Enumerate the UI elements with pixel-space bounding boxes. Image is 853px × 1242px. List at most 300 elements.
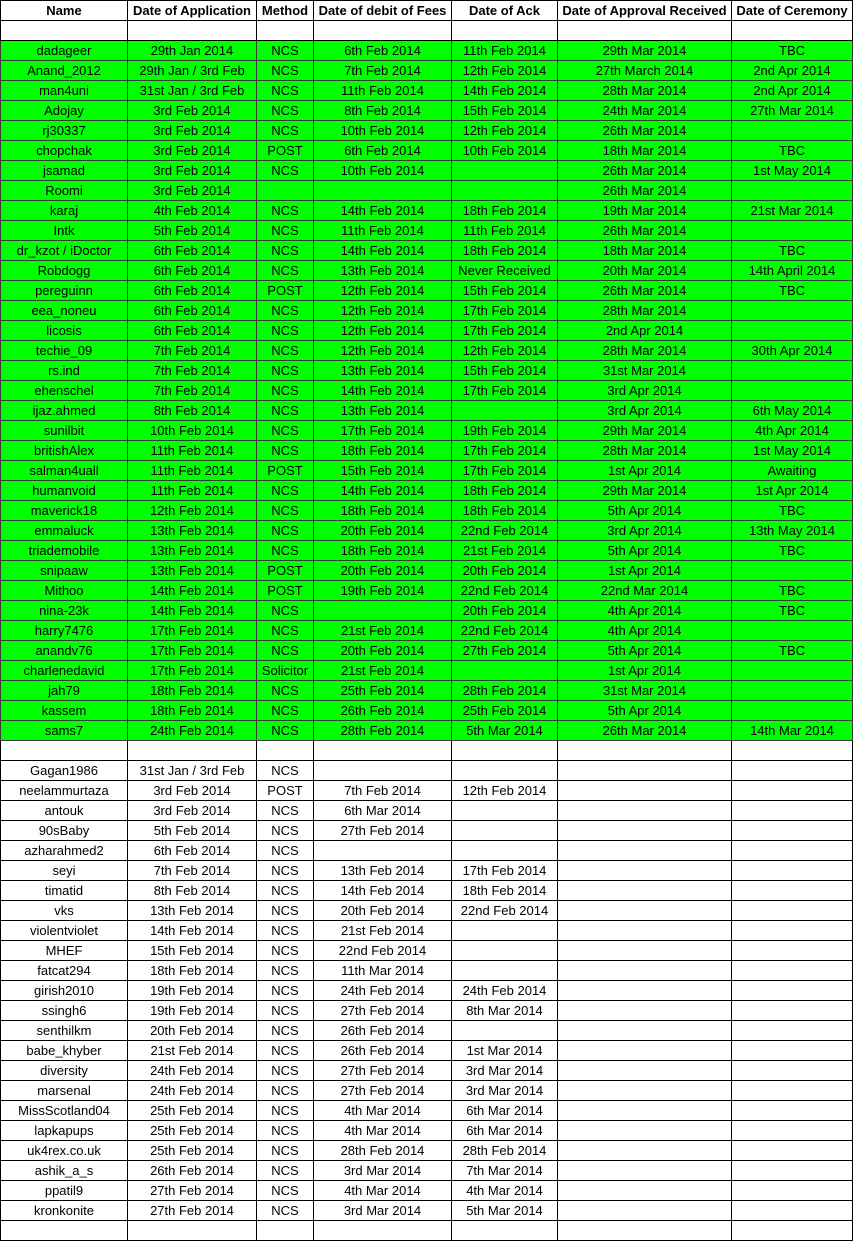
cell-date-of-ceremony: 4th Apr 2014 bbox=[732, 421, 853, 441]
cell-method: NCS bbox=[257, 981, 314, 1001]
cell-method: NCS bbox=[257, 61, 314, 81]
cell-date-of-ceremony: TBC bbox=[732, 41, 853, 61]
cell-method: NCS bbox=[257, 401, 314, 421]
cell-date-of-approval-received: 5th Apr 2014 bbox=[558, 701, 732, 721]
cell-date-of-ceremony: TBC bbox=[732, 581, 853, 601]
cell-method: POST bbox=[257, 281, 314, 301]
blank-row bbox=[1, 1221, 853, 1241]
approved-row bbox=[1, 501, 853, 521]
cell-name: lapkapups bbox=[1, 1121, 128, 1141]
cell-date-of-approval-received bbox=[558, 1001, 732, 1021]
cell-date-of-debit-of-fees: 14th Feb 2014 bbox=[314, 241, 452, 261]
cell-method: NCS bbox=[257, 861, 314, 881]
approved-row bbox=[1, 521, 853, 541]
cell-date-of-application: 27th Feb 2014 bbox=[128, 1181, 257, 1201]
cell-date-of-debit-of-fees: 24th Feb 2014 bbox=[314, 981, 452, 1001]
cell-date-of-ceremony bbox=[732, 781, 853, 801]
header-date-of-debit-of-fees: Date of debit of Fees bbox=[314, 1, 452, 21]
cell-date-of-approval-received: 29th Mar 2014 bbox=[558, 41, 732, 61]
cell-date-of-approval-received: 5th Apr 2014 bbox=[558, 541, 732, 561]
cell-date-of-debit-of-fees: 12th Feb 2014 bbox=[314, 341, 452, 361]
cell-method: NCS bbox=[257, 841, 314, 861]
cell-method: NCS bbox=[257, 341, 314, 361]
cell-name: seyi bbox=[1, 861, 128, 881]
cell-date-of-approval-received: 31st Mar 2014 bbox=[558, 681, 732, 701]
cell-date-of-application: 24th Feb 2014 bbox=[128, 1081, 257, 1101]
cell-method: NCS bbox=[257, 301, 314, 321]
pending-row bbox=[1, 901, 853, 921]
cell-date-of-ceremony bbox=[732, 821, 853, 841]
cell-date-of-application: 15th Feb 2014 bbox=[128, 941, 257, 961]
cell-date-of-debit-of-fees: 4th Mar 2014 bbox=[314, 1121, 452, 1141]
cell-date-of-debit-of-fees: 25th Feb 2014 bbox=[314, 681, 452, 701]
empty-cell bbox=[1, 1221, 128, 1241]
cell-date-of-application: 12th Feb 2014 bbox=[128, 501, 257, 521]
cell-date-of-ceremony bbox=[732, 1121, 853, 1141]
cell-date-of-ceremony: Awaiting bbox=[732, 461, 853, 481]
cell-method: NCS bbox=[257, 961, 314, 981]
empty-cell bbox=[452, 21, 558, 41]
cell-date-of-ceremony: 1st Apr 2014 bbox=[732, 481, 853, 501]
cell-date-of-debit-of-fees: 4th Mar 2014 bbox=[314, 1181, 452, 1201]
pending-row bbox=[1, 841, 853, 861]
cell-date-of-debit-of-fees: 14th Feb 2014 bbox=[314, 881, 452, 901]
approved-row bbox=[1, 81, 853, 101]
empty-cell bbox=[732, 1221, 853, 1241]
cell-date-of-ceremony: 30th Apr 2014 bbox=[732, 341, 853, 361]
cell-name: ssingh6 bbox=[1, 1001, 128, 1021]
cell-date-of-ceremony bbox=[732, 1001, 853, 1021]
empty-cell bbox=[314, 21, 452, 41]
cell-date-of-approval-received bbox=[558, 981, 732, 1001]
approved-row bbox=[1, 441, 853, 461]
cell-date-of-ack: 17th Feb 2014 bbox=[452, 301, 558, 321]
pending-row bbox=[1, 1001, 853, 1021]
pending-row bbox=[1, 1181, 853, 1201]
header-date-of-approval-received: Date of Approval Received bbox=[558, 1, 732, 21]
cell-date-of-approval-received: 28th Mar 2014 bbox=[558, 441, 732, 461]
cell-date-of-application: 3rd Feb 2014 bbox=[128, 101, 257, 121]
cell-method: NCS bbox=[257, 721, 314, 741]
cell-method: NCS bbox=[257, 221, 314, 241]
cell-date-of-ack: Never Received bbox=[452, 261, 558, 281]
cell-date-of-approval-received bbox=[558, 861, 732, 881]
cell-date-of-approval-received: 26th Mar 2014 bbox=[558, 181, 732, 201]
empty-cell bbox=[558, 741, 732, 761]
header-name: Name bbox=[1, 1, 128, 21]
cell-date-of-approval-received: 20th Mar 2014 bbox=[558, 261, 732, 281]
cell-date-of-application: 7th Feb 2014 bbox=[128, 361, 257, 381]
cell-name: dr_kzot / iDoctor bbox=[1, 241, 128, 261]
cell-method: NCS bbox=[257, 101, 314, 121]
cell-date-of-application: 7th Feb 2014 bbox=[128, 861, 257, 881]
cell-date-of-debit-of-fees: 13th Feb 2014 bbox=[314, 401, 452, 421]
cell-date-of-approval-received: 1st Apr 2014 bbox=[558, 661, 732, 681]
cell-date-of-application: 3rd Feb 2014 bbox=[128, 141, 257, 161]
cell-date-of-ceremony: 1st May 2014 bbox=[732, 441, 853, 461]
cell-date-of-application: 13th Feb 2014 bbox=[128, 901, 257, 921]
cell-date-of-application: 6th Feb 2014 bbox=[128, 301, 257, 321]
cell-name: senthilkm bbox=[1, 1021, 128, 1041]
cell-name: Anand_2012 bbox=[1, 61, 128, 81]
cell-date-of-ack bbox=[452, 181, 558, 201]
cell-name: ppatil9 bbox=[1, 1181, 128, 1201]
cell-date-of-application: 3rd Feb 2014 bbox=[128, 181, 257, 201]
cell-date-of-approval-received: 18th Mar 2014 bbox=[558, 141, 732, 161]
approved-row bbox=[1, 61, 853, 81]
pending-row bbox=[1, 761, 853, 781]
cell-date-of-debit-of-fees: 15th Feb 2014 bbox=[314, 461, 452, 481]
approved-row bbox=[1, 181, 853, 201]
cell-date-of-ceremony: 6th May 2014 bbox=[732, 401, 853, 421]
cell-date-of-application: 8th Feb 2014 bbox=[128, 401, 257, 421]
cell-date-of-approval-received bbox=[558, 761, 732, 781]
cell-date-of-debit-of-fees: 27th Feb 2014 bbox=[314, 1001, 452, 1021]
cell-date-of-application: 7th Feb 2014 bbox=[128, 381, 257, 401]
cell-date-of-application: 25th Feb 2014 bbox=[128, 1121, 257, 1141]
pending-row bbox=[1, 801, 853, 821]
cell-date-of-debit-of-fees: 18th Feb 2014 bbox=[314, 541, 452, 561]
cell-method bbox=[257, 181, 314, 201]
cell-date-of-application: 6th Feb 2014 bbox=[128, 841, 257, 861]
cell-date-of-ceremony: TBC bbox=[732, 641, 853, 661]
cell-date-of-ack: 21st Feb 2014 bbox=[452, 541, 558, 561]
cell-date-of-ceremony bbox=[732, 321, 853, 341]
approved-row bbox=[1, 261, 853, 281]
cell-date-of-ceremony bbox=[732, 1061, 853, 1081]
cell-date-of-ack: 25th Feb 2014 bbox=[452, 701, 558, 721]
cell-date-of-ceremony: 2nd Apr 2014 bbox=[732, 81, 853, 101]
cell-date-of-ceremony: 14th Mar 2014 bbox=[732, 721, 853, 741]
cell-date-of-approval-received: 28th Mar 2014 bbox=[558, 341, 732, 361]
header-method: Method bbox=[257, 1, 314, 21]
cell-date-of-approval-received: 4th Apr 2014 bbox=[558, 621, 732, 641]
cell-date-of-approval-received: 28th Mar 2014 bbox=[558, 81, 732, 101]
approved-row bbox=[1, 101, 853, 121]
cell-name: violentviolet bbox=[1, 921, 128, 941]
cell-date-of-approval-received: 26th Mar 2014 bbox=[558, 121, 732, 141]
cell-date-of-application: 3rd Feb 2014 bbox=[128, 121, 257, 141]
cell-date-of-ack: 12th Feb 2014 bbox=[452, 341, 558, 361]
cell-date-of-ceremony bbox=[732, 1081, 853, 1101]
cell-date-of-debit-of-fees: 26th Feb 2014 bbox=[314, 1041, 452, 1061]
pending-row bbox=[1, 881, 853, 901]
cell-method: NCS bbox=[257, 641, 314, 661]
cell-date-of-application: 3rd Feb 2014 bbox=[128, 801, 257, 821]
cell-name: fatcat294 bbox=[1, 961, 128, 981]
cell-date-of-approval-received: 5th Apr 2014 bbox=[558, 501, 732, 521]
pending-row bbox=[1, 1141, 853, 1161]
cell-date-of-ack bbox=[452, 961, 558, 981]
cell-date-of-ceremony: 27th Mar 2014 bbox=[732, 101, 853, 121]
cell-date-of-application: 18th Feb 2014 bbox=[128, 961, 257, 981]
cell-date-of-debit-of-fees: 21st Feb 2014 bbox=[314, 921, 452, 941]
cell-name: nina-23k bbox=[1, 601, 128, 621]
cell-date-of-debit-of-fees: 13th Feb 2014 bbox=[314, 361, 452, 381]
approved-row bbox=[1, 601, 853, 621]
cell-date-of-debit-of-fees: 17th Feb 2014 bbox=[314, 421, 452, 441]
cell-date-of-application: 29th Jan / 3rd Feb bbox=[128, 61, 257, 81]
cell-name: timatid bbox=[1, 881, 128, 901]
cell-date-of-ack: 18th Feb 2014 bbox=[452, 201, 558, 221]
cell-date-of-ack: 22nd Feb 2014 bbox=[452, 581, 558, 601]
cell-method: NCS bbox=[257, 1201, 314, 1221]
cell-date-of-debit-of-fees: 13th Feb 2014 bbox=[314, 261, 452, 281]
cell-date-of-debit-of-fees: 20th Feb 2014 bbox=[314, 901, 452, 921]
cell-method: NCS bbox=[257, 261, 314, 281]
cell-method: NCS bbox=[257, 921, 314, 941]
cell-date-of-ceremony bbox=[732, 901, 853, 921]
cell-date-of-ack: 28th Feb 2014 bbox=[452, 681, 558, 701]
approved-row bbox=[1, 681, 853, 701]
cell-method: POST bbox=[257, 141, 314, 161]
cell-name: jah79 bbox=[1, 681, 128, 701]
cell-date-of-ack bbox=[452, 1021, 558, 1041]
cell-date-of-ack: 11th Feb 2014 bbox=[452, 41, 558, 61]
cell-date-of-approval-received bbox=[558, 801, 732, 821]
cell-date-of-debit-of-fees: 18th Feb 2014 bbox=[314, 441, 452, 461]
cell-date-of-approval-received bbox=[558, 841, 732, 861]
cell-date-of-ceremony bbox=[732, 1101, 853, 1121]
cell-method: NCS bbox=[257, 821, 314, 841]
cell-date-of-approval-received: 28th Mar 2014 bbox=[558, 301, 732, 321]
cell-method: NCS bbox=[257, 701, 314, 721]
cell-method: NCS bbox=[257, 41, 314, 61]
empty-cell bbox=[128, 1221, 257, 1241]
cell-name: 90sBaby bbox=[1, 821, 128, 841]
cell-date-of-approval-received bbox=[558, 1101, 732, 1121]
empty-cell bbox=[128, 741, 257, 761]
cell-date-of-debit-of-fees: 6th Feb 2014 bbox=[314, 141, 452, 161]
cell-name: Gagan1986 bbox=[1, 761, 128, 781]
cell-date-of-ack: 5th Mar 2014 bbox=[452, 1201, 558, 1221]
cell-name: maverick18 bbox=[1, 501, 128, 521]
cell-date-of-application: 11th Feb 2014 bbox=[128, 461, 257, 481]
cell-name: emmaluck bbox=[1, 521, 128, 541]
cell-date-of-debit-of-fees: 11th Feb 2014 bbox=[314, 221, 452, 241]
header-row bbox=[1, 1, 853, 21]
cell-date-of-ceremony: 2nd Apr 2014 bbox=[732, 61, 853, 81]
cell-date-of-application: 24th Feb 2014 bbox=[128, 721, 257, 741]
cell-date-of-ack: 3rd Mar 2014 bbox=[452, 1081, 558, 1101]
approved-row bbox=[1, 661, 853, 681]
empty-cell bbox=[128, 21, 257, 41]
cell-date-of-ceremony: TBC bbox=[732, 541, 853, 561]
table-body bbox=[1, 21, 853, 1241]
cell-method: NCS bbox=[257, 521, 314, 541]
spacer-row bbox=[1, 21, 853, 41]
cell-date-of-approval-received bbox=[558, 1201, 732, 1221]
cell-name: dadageer bbox=[1, 41, 128, 61]
cell-method: NCS bbox=[257, 241, 314, 261]
cell-date-of-debit-of-fees: 12th Feb 2014 bbox=[314, 321, 452, 341]
cell-name: Roomi bbox=[1, 181, 128, 201]
approved-row bbox=[1, 401, 853, 421]
cell-date-of-application: 4th Feb 2014 bbox=[128, 201, 257, 221]
cell-date-of-approval-received: 18th Mar 2014 bbox=[558, 241, 732, 261]
cell-date-of-ceremony: 14th April 2014 bbox=[732, 261, 853, 281]
cell-date-of-application: 18th Feb 2014 bbox=[128, 681, 257, 701]
cell-date-of-ceremony bbox=[732, 701, 853, 721]
cell-name: rs.ind bbox=[1, 361, 128, 381]
cell-date-of-approval-received: 1st Apr 2014 bbox=[558, 461, 732, 481]
cell-method: NCS bbox=[257, 1041, 314, 1061]
cell-date-of-debit-of-fees: 12th Feb 2014 bbox=[314, 301, 452, 321]
cell-date-of-ack: 8th Mar 2014 bbox=[452, 1001, 558, 1021]
cell-date-of-ack: 4th Mar 2014 bbox=[452, 1181, 558, 1201]
cell-date-of-ceremony bbox=[732, 861, 853, 881]
cell-date-of-ack: 12th Feb 2014 bbox=[452, 781, 558, 801]
cell-date-of-approval-received bbox=[558, 961, 732, 981]
cell-date-of-ceremony bbox=[732, 221, 853, 241]
cell-date-of-application: 10th Feb 2014 bbox=[128, 421, 257, 441]
cell-name: karaj bbox=[1, 201, 128, 221]
cell-date-of-ack: 27th Feb 2014 bbox=[452, 641, 558, 661]
cell-date-of-debit-of-fees: 28th Feb 2014 bbox=[314, 1141, 452, 1161]
cell-name: charlenedavid bbox=[1, 661, 128, 681]
cell-method: NCS bbox=[257, 1081, 314, 1101]
cell-date-of-application: 25th Feb 2014 bbox=[128, 1141, 257, 1161]
cell-date-of-application: 31st Jan / 3rd Feb bbox=[128, 81, 257, 101]
cell-date-of-ack: 17th Feb 2014 bbox=[452, 441, 558, 461]
cell-date-of-ceremony bbox=[732, 1141, 853, 1161]
cell-date-of-ceremony bbox=[732, 361, 853, 381]
cell-date-of-ack: 7th Mar 2014 bbox=[452, 1161, 558, 1181]
cell-name: ashik_a_s bbox=[1, 1161, 128, 1181]
cell-date-of-ack bbox=[452, 841, 558, 861]
cell-date-of-approval-received: 29th Mar 2014 bbox=[558, 481, 732, 501]
cell-date-of-approval-received bbox=[558, 1081, 732, 1101]
approved-row bbox=[1, 381, 853, 401]
pending-row bbox=[1, 781, 853, 801]
approved-row bbox=[1, 301, 853, 321]
cell-date-of-application: 26th Feb 2014 bbox=[128, 1161, 257, 1181]
cell-date-of-ack: 15th Feb 2014 bbox=[452, 361, 558, 381]
cell-name: techie_09 bbox=[1, 341, 128, 361]
cell-date-of-approval-received: 29th Mar 2014 bbox=[558, 421, 732, 441]
cell-date-of-debit-of-fees: 7th Feb 2014 bbox=[314, 781, 452, 801]
cell-date-of-approval-received bbox=[558, 941, 732, 961]
cell-method: NCS bbox=[257, 1161, 314, 1181]
cell-name: uk4rex.co.uk bbox=[1, 1141, 128, 1161]
cell-date-of-ack: 17th Feb 2014 bbox=[452, 381, 558, 401]
cell-method: NCS bbox=[257, 901, 314, 921]
cell-date-of-ceremony bbox=[732, 921, 853, 941]
approved-row bbox=[1, 621, 853, 641]
empty-cell bbox=[732, 741, 853, 761]
cell-date-of-application: 31st Jan / 3rd Feb bbox=[128, 761, 257, 781]
cell-date-of-ceremony: TBC bbox=[732, 501, 853, 521]
cell-date-of-ack: 28th Feb 2014 bbox=[452, 1141, 558, 1161]
cell-name: rj30337 bbox=[1, 121, 128, 141]
cell-date-of-approval-received: 24th Mar 2014 bbox=[558, 101, 732, 121]
cell-name: diversity bbox=[1, 1061, 128, 1081]
cell-name: eea_noneu bbox=[1, 301, 128, 321]
approved-row bbox=[1, 701, 853, 721]
cell-date-of-ceremony bbox=[732, 301, 853, 321]
cell-date-of-ack bbox=[452, 801, 558, 821]
cell-date-of-ceremony bbox=[732, 181, 853, 201]
cell-date-of-approval-received: 2nd Apr 2014 bbox=[558, 321, 732, 341]
cell-name: antouk bbox=[1, 801, 128, 821]
header-date-of-ack: Date of Ack bbox=[452, 1, 558, 21]
empty-cell bbox=[257, 1221, 314, 1241]
cell-date-of-application: 19th Feb 2014 bbox=[128, 1001, 257, 1021]
cell-name: licosis bbox=[1, 321, 128, 341]
cell-name: britishAlex bbox=[1, 441, 128, 461]
cell-name: chopchak bbox=[1, 141, 128, 161]
cell-method: NCS bbox=[257, 681, 314, 701]
cell-date-of-debit-of-fees bbox=[314, 181, 452, 201]
cell-date-of-ceremony bbox=[732, 1041, 853, 1061]
approved-row bbox=[1, 41, 853, 61]
empty-cell bbox=[1, 21, 128, 41]
cell-date-of-debit-of-fees: 14th Feb 2014 bbox=[314, 481, 452, 501]
cell-method: NCS bbox=[257, 441, 314, 461]
cell-date-of-debit-of-fees: 18th Feb 2014 bbox=[314, 501, 452, 521]
empty-cell bbox=[1, 741, 128, 761]
cell-name: ijaz.ahmed bbox=[1, 401, 128, 421]
cell-date-of-approval-received bbox=[558, 881, 732, 901]
approved-row bbox=[1, 221, 853, 241]
cell-method: NCS bbox=[257, 321, 314, 341]
cell-method: NCS bbox=[257, 1001, 314, 1021]
cell-date-of-ack: 18th Feb 2014 bbox=[452, 881, 558, 901]
pending-row bbox=[1, 1161, 853, 1181]
cell-date-of-application: 14th Feb 2014 bbox=[128, 921, 257, 941]
approved-row bbox=[1, 541, 853, 561]
pending-row bbox=[1, 1041, 853, 1061]
cell-date-of-approval-received bbox=[558, 1041, 732, 1061]
cell-method: NCS bbox=[257, 481, 314, 501]
cell-name: marsenal bbox=[1, 1081, 128, 1101]
cell-date-of-ack: 17th Feb 2014 bbox=[452, 461, 558, 481]
cell-date-of-approval-received bbox=[558, 1061, 732, 1081]
cell-date-of-debit-of-fees: 12th Feb 2014 bbox=[314, 281, 452, 301]
approved-row bbox=[1, 421, 853, 441]
cell-date-of-ceremony bbox=[732, 961, 853, 981]
cell-date-of-approval-received bbox=[558, 1021, 732, 1041]
cell-date-of-ack: 10th Feb 2014 bbox=[452, 141, 558, 161]
cell-date-of-approval-received bbox=[558, 921, 732, 941]
cell-date-of-debit-of-fees bbox=[314, 841, 452, 861]
cell-date-of-debit-of-fees: 21st Feb 2014 bbox=[314, 621, 452, 641]
cell-date-of-approval-received bbox=[558, 901, 732, 921]
spacer-row bbox=[1, 741, 853, 761]
cell-date-of-approval-received bbox=[558, 1161, 732, 1181]
cell-date-of-debit-of-fees: 4th Mar 2014 bbox=[314, 1101, 452, 1121]
cell-name: man4uni bbox=[1, 81, 128, 101]
cell-date-of-ack: 20th Feb 2014 bbox=[452, 601, 558, 621]
cell-name: vks bbox=[1, 901, 128, 921]
cell-method: NCS bbox=[257, 541, 314, 561]
empty-cell bbox=[558, 1221, 732, 1241]
cell-date-of-debit-of-fees: 10th Feb 2014 bbox=[314, 161, 452, 181]
cell-date-of-ack bbox=[452, 161, 558, 181]
cell-name: neelammurtaza bbox=[1, 781, 128, 801]
cell-date-of-application: 5th Feb 2014 bbox=[128, 821, 257, 841]
cell-date-of-debit-of-fees: 3rd Mar 2014 bbox=[314, 1161, 452, 1181]
cell-date-of-debit-of-fees: 14th Feb 2014 bbox=[314, 381, 452, 401]
cell-name: azharahmed2 bbox=[1, 841, 128, 861]
cell-method: NCS bbox=[257, 621, 314, 641]
cell-date-of-application: 13th Feb 2014 bbox=[128, 541, 257, 561]
cell-date-of-approval-received: 5th Apr 2014 bbox=[558, 641, 732, 661]
cell-date-of-ack bbox=[452, 921, 558, 941]
cell-date-of-debit-of-fees: 20th Feb 2014 bbox=[314, 561, 452, 581]
cell-date-of-debit-of-fees: 28th Feb 2014 bbox=[314, 721, 452, 741]
cell-method: POST bbox=[257, 581, 314, 601]
